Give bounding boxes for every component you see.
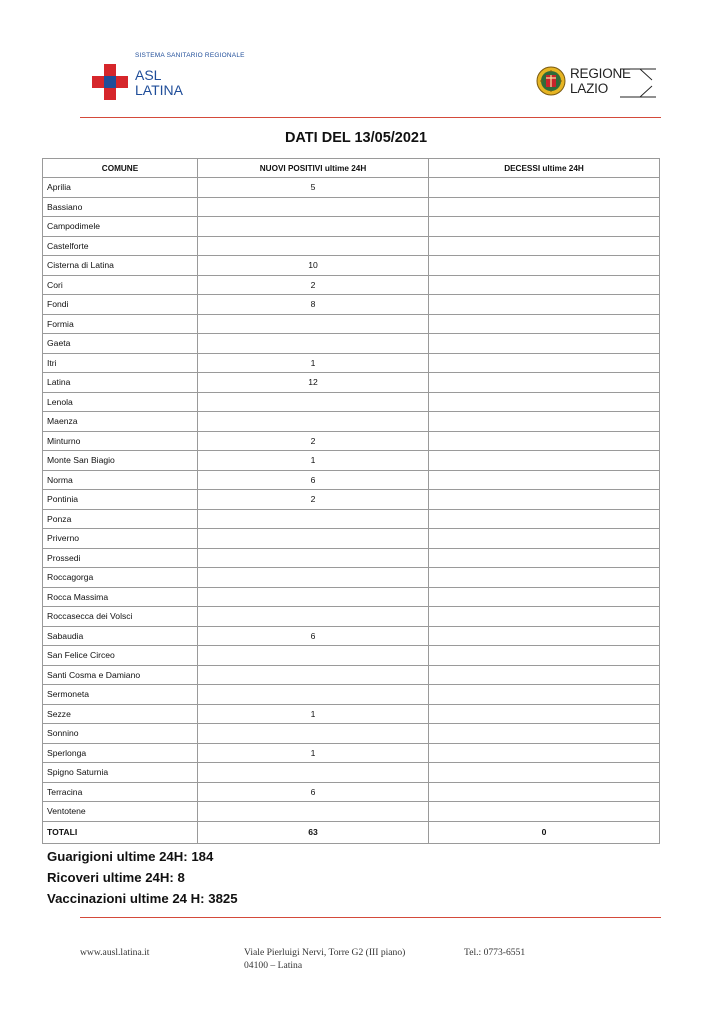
comune-cell: Ponza <box>43 509 198 529</box>
table-row <box>43 431 660 451</box>
footer-phone: Tel.: 0773-6551 <box>464 947 526 958</box>
table-row <box>43 743 660 763</box>
comune-cell: Rocca Massima <box>43 587 198 607</box>
nuovi-positivi-cell <box>198 724 429 744</box>
comune-cell: Bassiano <box>43 197 198 217</box>
logo-decorative-lines <box>618 66 658 100</box>
table-row <box>43 275 660 295</box>
column-header-decessi: DECESSI ultime 24H <box>429 159 660 178</box>
summary-vaccinations: Vaccinazioni ultime 24 H: 3825 <box>47 891 238 906</box>
decessi-cell <box>429 646 660 666</box>
table-body <box>43 178 660 822</box>
comune-cell: Lenola <box>43 392 198 412</box>
decessi-cell <box>429 256 660 276</box>
nuovi-positivi-cell: 2 <box>198 490 429 510</box>
nuovi-positivi-cell <box>198 217 429 237</box>
table-row <box>43 626 660 646</box>
decessi-cell <box>429 607 660 627</box>
nuovi-positivi-cell: 10 <box>198 256 429 276</box>
footer-address-line2: 04100 – Latina <box>244 960 303 971</box>
comune-cell: Spigno Saturnia <box>43 763 198 783</box>
nuovi-positivi-cell <box>198 802 429 822</box>
comune-cell: San Felice Circeo <box>43 646 198 666</box>
nuovi-positivi-cell: 1 <box>198 353 429 373</box>
decessi-cell <box>429 490 660 510</box>
logo-system-text: SISTEMA SANITARIO REGIONALE <box>135 52 245 59</box>
footer-website: www.ausl.latina.it <box>80 947 150 958</box>
totals-nuovi-positivi: 63 <box>198 821 429 843</box>
decessi-cell <box>429 431 660 451</box>
nuovi-positivi-cell: 1 <box>198 451 429 471</box>
header-divider <box>80 117 661 118</box>
regione-lazio-logo <box>536 64 658 102</box>
table-row <box>43 646 660 666</box>
nuovi-positivi-cell: 6 <box>198 470 429 490</box>
decessi-cell <box>429 275 660 295</box>
decessi-cell <box>429 178 660 198</box>
nuovi-positivi-cell <box>198 548 429 568</box>
nuovi-positivi-cell <box>198 685 429 705</box>
table-row <box>43 724 660 744</box>
decessi-cell <box>429 724 660 744</box>
comune-cell: Roccagorga <box>43 568 198 588</box>
comune-cell: Prossedi <box>43 548 198 568</box>
decessi-cell <box>429 412 660 432</box>
nuovi-positivi-cell <box>198 665 429 685</box>
comune-cell: Ventotene <box>43 802 198 822</box>
table-row <box>43 607 660 627</box>
table-row <box>43 763 660 783</box>
table-row <box>43 704 660 724</box>
nuovi-positivi-cell <box>198 236 429 256</box>
covid-data-table <box>42 158 660 844</box>
red-cross-icon <box>92 64 128 100</box>
column-header-nuovi-positivi: NUOVI POSITIVI ultime 24H <box>198 159 429 178</box>
decessi-cell <box>429 568 660 588</box>
table-row <box>43 373 660 393</box>
decessi-cell <box>429 665 660 685</box>
nuovi-positivi-cell: 12 <box>198 373 429 393</box>
table-row <box>43 392 660 412</box>
comune-cell: Gaeta <box>43 334 198 354</box>
nuovi-positivi-cell <box>198 334 429 354</box>
logo-regione-text: REGIONE <box>570 66 631 81</box>
decessi-cell <box>429 470 660 490</box>
table-row <box>43 178 660 198</box>
nuovi-positivi-cell <box>198 412 429 432</box>
table-row <box>43 587 660 607</box>
decessi-cell <box>429 685 660 705</box>
table-row <box>43 802 660 822</box>
table-row <box>43 529 660 549</box>
table-row <box>43 548 660 568</box>
nuovi-positivi-cell: 1 <box>198 704 429 724</box>
nuovi-positivi-cell: 8 <box>198 295 429 315</box>
comune-cell: Santi Cosma e Damiano <box>43 665 198 685</box>
comune-cell: Aprilia <box>43 178 198 198</box>
comune-cell: Priverno <box>43 529 198 549</box>
table-row <box>43 568 660 588</box>
comune-cell: Sermoneta <box>43 685 198 705</box>
decessi-cell <box>429 587 660 607</box>
summary-recoveries: Guarigioni ultime 24H: 184 <box>47 849 214 864</box>
nuovi-positivi-cell: 2 <box>198 431 429 451</box>
comune-cell: Monte San Biagio <box>43 451 198 471</box>
totals-label: TOTALI <box>43 821 198 843</box>
document-title: DATI DEL 13/05/2021 <box>284 130 428 146</box>
decessi-cell <box>429 529 660 549</box>
decessi-cell <box>429 802 660 822</box>
table-row <box>43 665 660 685</box>
table-row <box>43 490 660 510</box>
table-row <box>43 236 660 256</box>
nuovi-positivi-cell <box>198 587 429 607</box>
table-row <box>43 295 660 315</box>
column-header-comune: COMUNE <box>43 159 198 178</box>
comune-cell: Sezze <box>43 704 198 724</box>
nuovi-positivi-cell <box>198 314 429 334</box>
comune-cell: Latina <box>43 373 198 393</box>
comune-cell: Pontinia <box>43 490 198 510</box>
comune-cell: Sonnino <box>43 724 198 744</box>
totals-row <box>43 821 660 843</box>
comune-cell: Castelforte <box>43 236 198 256</box>
nuovi-positivi-cell <box>198 529 429 549</box>
table-row <box>43 685 660 705</box>
comune-cell: Itri <box>43 353 198 373</box>
table-row <box>43 217 660 237</box>
comune-cell: Cisterna di Latina <box>43 256 198 276</box>
comune-cell: Formia <box>43 314 198 334</box>
regione-lazio-emblem-icon <box>536 66 566 96</box>
comune-cell: Sperlonga <box>43 743 198 763</box>
asl-latina-logo <box>92 50 292 108</box>
comune-cell: Cori <box>43 275 198 295</box>
totals-decessi: 0 <box>429 821 660 843</box>
logo-name-line2: LATINA <box>135 82 183 98</box>
nuovi-positivi-cell: 6 <box>198 782 429 802</box>
decessi-cell <box>429 763 660 783</box>
table-row <box>43 412 660 432</box>
nuovi-positivi-cell: 1 <box>198 743 429 763</box>
decessi-cell <box>429 353 660 373</box>
table-row <box>43 470 660 490</box>
comune-cell: Maenza <box>43 412 198 432</box>
comune-cell: Terracina <box>43 782 198 802</box>
comune-cell: Roccasecca dei Volsci <box>43 607 198 627</box>
logo-name-line1: ASL <box>135 67 162 83</box>
decessi-cell <box>429 509 660 529</box>
logo-lazio-text: LAZIO <box>570 81 609 96</box>
nuovi-positivi-cell: 2 <box>198 275 429 295</box>
comune-cell: Minturno <box>43 431 198 451</box>
table-row <box>43 197 660 217</box>
table-row <box>43 782 660 802</box>
decessi-cell <box>429 373 660 393</box>
comune-cell: Campodimele <box>43 217 198 237</box>
nuovi-positivi-cell <box>198 646 429 666</box>
decessi-cell <box>429 704 660 724</box>
footer-address-line1: Viale Pierluigi Nervi, Torre G2 (III piano) <box>244 947 406 958</box>
decessi-cell <box>429 314 660 334</box>
nuovi-positivi-cell <box>198 509 429 529</box>
decessi-cell <box>429 548 660 568</box>
comune-cell: Fondi <box>43 295 198 315</box>
table-row <box>43 256 660 276</box>
footer-divider <box>80 917 661 918</box>
table-row <box>43 314 660 334</box>
nuovi-positivi-cell <box>198 197 429 217</box>
decessi-cell <box>429 236 660 256</box>
decessi-cell <box>429 217 660 237</box>
decessi-cell <box>429 197 660 217</box>
nuovi-positivi-cell: 6 <box>198 626 429 646</box>
table-row <box>43 334 660 354</box>
decessi-cell <box>429 334 660 354</box>
decessi-cell <box>429 295 660 315</box>
decessi-cell <box>429 392 660 412</box>
summary-hospitalized: Ricoveri ultime 24H: 8 <box>47 870 185 885</box>
decessi-cell <box>429 782 660 802</box>
nuovi-positivi-cell <box>198 568 429 588</box>
table-row <box>43 509 660 529</box>
decessi-cell <box>429 451 660 471</box>
nuovi-positivi-cell <box>198 607 429 627</box>
nuovi-positivi-cell <box>198 392 429 412</box>
table-row <box>43 353 660 373</box>
nuovi-positivi-cell <box>198 763 429 783</box>
comune-cell: Sabaudia <box>43 626 198 646</box>
table-header-row <box>43 159 660 178</box>
comune-cell: Norma <box>43 470 198 490</box>
table-row <box>43 451 660 471</box>
decessi-cell <box>429 743 660 763</box>
decessi-cell <box>429 626 660 646</box>
nuovi-positivi-cell: 5 <box>198 178 429 198</box>
